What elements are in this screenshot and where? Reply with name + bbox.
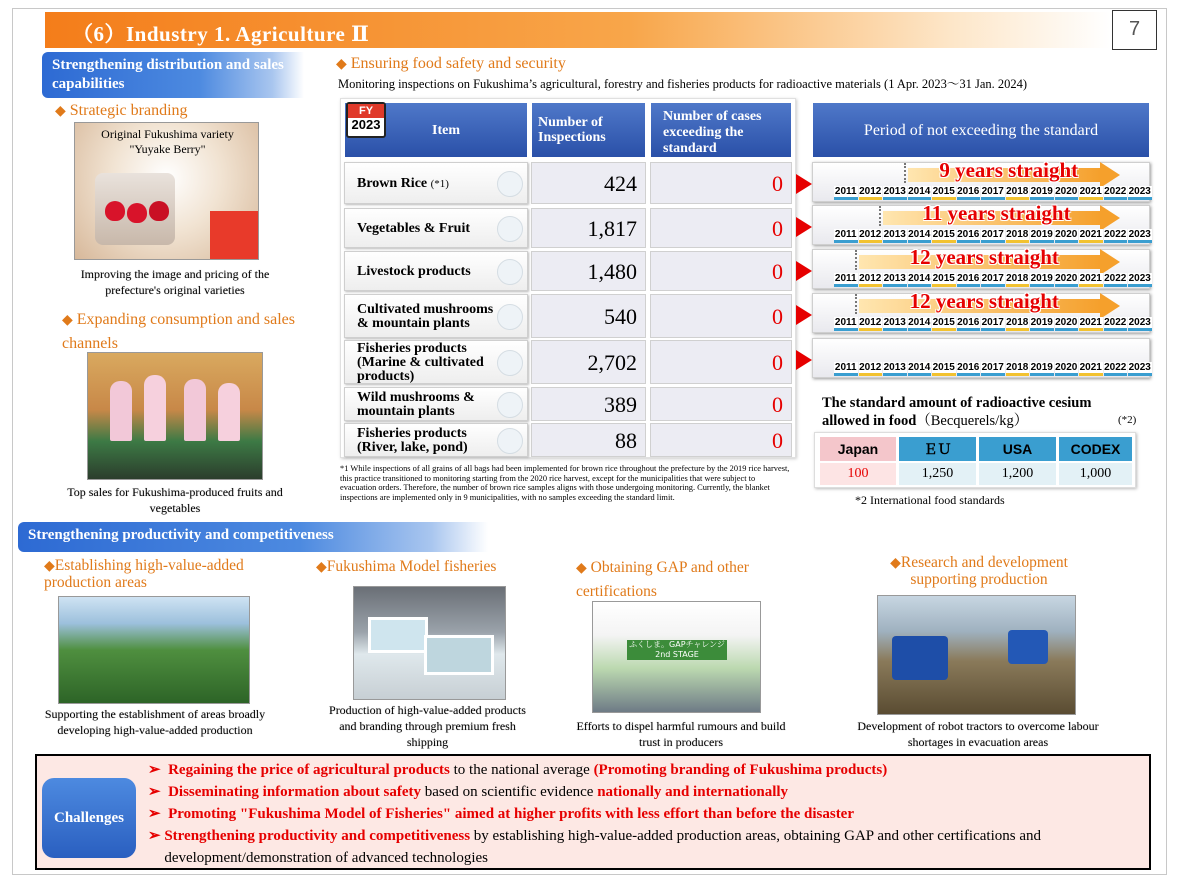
cesium-standard-title: The standard amount of radioactive cesium allowed in food（Becquerels/kg） bbox=[822, 395, 1092, 429]
year-tick: 2012 bbox=[859, 317, 883, 331]
year-tick: 2012 bbox=[859, 229, 883, 243]
strategic-branding-heading: ◆ Strategic branding bbox=[55, 102, 188, 119]
year-tick: 2018 bbox=[1006, 229, 1030, 243]
branding-caption: Improving the image and pricing of the prefecture's original varieties bbox=[80, 267, 270, 297]
top-sales-caption: Top sales for Fukushima-produced fruits and vegetables bbox=[67, 485, 283, 515]
year-tick: 2020 bbox=[1055, 186, 1079, 200]
standard-region: CODEX bbox=[1059, 437, 1132, 461]
year-tick: 2011 bbox=[834, 229, 858, 243]
inspection-count: 88 bbox=[531, 423, 646, 457]
year-tick: 2014 bbox=[908, 229, 932, 243]
diamond-icon: ◆ bbox=[336, 57, 347, 72]
diamond-icon: ◆ bbox=[55, 104, 66, 119]
year-tick: 2014 bbox=[908, 186, 932, 200]
period-label: 12 years straight bbox=[909, 289, 1059, 313]
challenge-item: ➢ Disseminating information about safety based on scientific evidence nationally and internationally bbox=[148, 784, 789, 800]
year-tick: 2021 bbox=[1079, 362, 1103, 376]
exceeding-count: 0 bbox=[650, 423, 792, 457]
year-tick: 2023 bbox=[1128, 362, 1152, 376]
section-distribution-label: Strengthening distribution and sales capabilities bbox=[42, 52, 304, 98]
exceeding-count: 0 bbox=[650, 294, 792, 338]
year-tick: 2016 bbox=[957, 317, 981, 331]
year-tick: 2012 bbox=[859, 273, 883, 287]
prod-item-3-title: ◆ Obtaining GAP and other certifications bbox=[576, 559, 749, 600]
year-tick: 2013 bbox=[883, 273, 907, 287]
prod-item-2-title: ◆Fukushima Model fisheries bbox=[316, 558, 497, 575]
prod-item-4-title: ◆Research and development supporting production bbox=[890, 554, 1068, 588]
table-row bbox=[344, 162, 528, 204]
table-row bbox=[344, 251, 528, 291]
product-illustration-icon bbox=[497, 392, 523, 418]
year-tick: 2019 bbox=[1030, 362, 1054, 376]
period-arrow-head bbox=[1100, 249, 1120, 275]
year-tick: 2020 bbox=[1055, 229, 1079, 243]
exceeding-count: 0 bbox=[650, 162, 792, 204]
tractor-icon bbox=[892, 636, 948, 680]
year-tick: 2015 bbox=[932, 362, 956, 376]
gap-challenge-banner: ふくしま。GAPチャレンジ 2nd STAGE bbox=[627, 640, 727, 660]
food-safety-heading: ◆ Ensuring food safety and security bbox=[336, 55, 566, 72]
inspection-count: 389 bbox=[531, 387, 646, 421]
row-item-label: Vegetables & Fruit bbox=[357, 221, 471, 236]
prod-item-1-caption: Supporting the establishment of areas broadly developing high-value-added production bbox=[44, 707, 266, 737]
year-tick: 2019 bbox=[1030, 186, 1054, 200]
row-item-label: Fisheries products (Marine & cultivated products) bbox=[357, 341, 484, 384]
year-tick: 2021 bbox=[1079, 317, 1103, 331]
year-tick: 2020 bbox=[1055, 317, 1079, 331]
row-item-label: Wild mushrooms & mountain plants bbox=[357, 390, 475, 419]
year-tick: 2015 bbox=[932, 186, 956, 200]
year-timeline bbox=[834, 362, 1152, 376]
berry-brand-card bbox=[210, 211, 258, 259]
standard-value: 1,000 bbox=[1059, 463, 1132, 485]
expanding-consumption-heading: ◆ Expanding consumption and sales channels bbox=[62, 311, 295, 352]
section-productivity-label: Strengthening productivity and competitiveness bbox=[18, 522, 488, 552]
period-arrow-head bbox=[1100, 293, 1120, 319]
year-timeline bbox=[834, 229, 1152, 243]
year-tick: 2022 bbox=[1104, 317, 1128, 331]
monitoring-subtitle: Monitoring inspections on Fukushima’s agricultural, forestry and fisheries products for radioactive materials (1 Apr. 2023〜31 Jan. 2024) bbox=[338, 77, 1028, 91]
year-tick: 2020 bbox=[1055, 273, 1079, 287]
prod-item-2-caption: Production of high-value-added products and branding through premium fresh shipping bbox=[329, 703, 526, 749]
year-tick: 2019 bbox=[1030, 317, 1054, 331]
product-illustration-icon bbox=[497, 259, 523, 285]
greenhouse-photo bbox=[58, 596, 250, 704]
standard-region: Japan bbox=[820, 437, 896, 461]
inspection-count: 1,817 bbox=[531, 208, 646, 248]
year-tick: 2017 bbox=[981, 186, 1005, 200]
year-tick: 2017 bbox=[981, 273, 1005, 287]
year-tick: 2011 bbox=[834, 273, 858, 287]
year-tick: 2023 bbox=[1128, 317, 1152, 331]
inspection-count: 2,702 bbox=[531, 340, 646, 384]
year-tick: 2021 bbox=[1079, 229, 1103, 243]
product-illustration-icon bbox=[497, 171, 523, 197]
table-row bbox=[344, 340, 528, 384]
robot-tractor-photo bbox=[877, 595, 1076, 715]
row-item-label: Livestock products bbox=[357, 264, 471, 279]
diamond-icon: ◆ bbox=[890, 556, 901, 571]
year-tick: 2014 bbox=[908, 273, 932, 287]
standard-value: 1,250 bbox=[899, 463, 976, 485]
row-item-label: Brown Rice (*1) bbox=[357, 176, 449, 191]
year-tick: 2017 bbox=[981, 317, 1005, 331]
year-timeline bbox=[834, 273, 1152, 287]
period-label: 12 years straight bbox=[909, 245, 1059, 269]
year-tick: 2015 bbox=[932, 273, 956, 287]
year-tick: 2019 bbox=[1030, 273, 1054, 287]
table-row bbox=[344, 387, 528, 421]
year-tick: 2017 bbox=[981, 229, 1005, 243]
exceeding-count: 0 bbox=[650, 387, 792, 421]
top-sales-photo bbox=[87, 352, 263, 480]
year-tick: 2020 bbox=[1055, 362, 1079, 376]
col-header-item: Item bbox=[344, 102, 528, 158]
challenge-item: ➢ Regaining the price of agricultural products to the national average (Promoting branding of Fukushima products) bbox=[148, 762, 888, 778]
row-item-label: Fisheries products (River, lake, pond) bbox=[357, 426, 468, 455]
table-row bbox=[344, 423, 528, 457]
inspection-count: 540 bbox=[531, 294, 646, 338]
exceeding-count: 0 bbox=[650, 208, 792, 248]
year-tick: 2011 bbox=[834, 362, 858, 376]
challenges-list bbox=[148, 759, 1138, 869]
standard-value: 1,200 bbox=[979, 463, 1056, 485]
prod-item-1-title: ◆Establishing high-value-added production areas bbox=[44, 557, 244, 591]
year-tick: 2016 bbox=[957, 229, 981, 243]
year-timeline bbox=[834, 317, 1152, 331]
challenge-item: ➢ Promoting "Fukushima Model of Fisheries" aimed at higher profits with less effort than before the disaster bbox=[148, 806, 854, 822]
year-tick: 2023 bbox=[1128, 186, 1152, 200]
page-title: （6）Industry 1. Agriculture Ⅱ bbox=[72, 22, 370, 46]
diamond-icon: ◆ bbox=[62, 313, 73, 328]
period-label: 11 years straight bbox=[922, 201, 1071, 225]
year-tick: 2011 bbox=[834, 317, 858, 331]
period-arrow-head bbox=[1100, 162, 1120, 188]
year-tick: 2022 bbox=[1104, 186, 1128, 200]
product-illustration-icon bbox=[497, 216, 523, 242]
period-arrow-head bbox=[1100, 205, 1120, 231]
year-tick: 2011 bbox=[834, 186, 858, 200]
year-tick: 2013 bbox=[883, 317, 907, 331]
diamond-icon: ◆ bbox=[576, 561, 587, 576]
year-tick: 2013 bbox=[883, 362, 907, 376]
prod-item-3-caption: Efforts to dispel harmful rumours and build trust in producers bbox=[576, 719, 786, 749]
diamond-icon: ◆ bbox=[316, 560, 327, 575]
standard-value: 100 bbox=[820, 463, 896, 485]
year-tick: 2021 bbox=[1079, 273, 1103, 287]
col-header-exceeding: Number of cases exceeding the standard bbox=[650, 102, 792, 158]
year-tick: 2018 bbox=[1006, 317, 1030, 331]
fy-calendar-icon: FY 2023 bbox=[346, 102, 386, 138]
year-timeline bbox=[834, 186, 1152, 200]
year-tick: 2016 bbox=[957, 186, 981, 200]
standard-region: USA bbox=[979, 437, 1056, 461]
yuyake-berry-photo bbox=[74, 122, 259, 260]
year-tick: 2012 bbox=[859, 186, 883, 200]
year-tick: 2014 bbox=[908, 317, 932, 331]
challenge-item: ➢ Strengthening productivity and competitiveness by establishing high-value-added production areas, obtaining GAP and other certifications and development/demonstration of advanced technologies bbox=[148, 828, 1041, 866]
product-illustration-icon bbox=[497, 304, 523, 330]
year-tick: 2012 bbox=[859, 362, 883, 376]
footnote-international: *2 International food standards bbox=[855, 493, 1005, 507]
year-tick: 2016 bbox=[957, 273, 981, 287]
prod-item-4-caption: Development of robot tractors to overcome labour shortages in evacuation areas bbox=[857, 719, 1099, 749]
product-illustration-icon bbox=[497, 428, 523, 454]
page-number: 7 bbox=[1112, 10, 1157, 50]
product-illustration-icon bbox=[497, 350, 523, 376]
fisheries-photo bbox=[353, 586, 506, 700]
inspection-count: 1,480 bbox=[531, 251, 646, 291]
year-tick: 2023 bbox=[1128, 273, 1152, 287]
year-tick: 2014 bbox=[908, 362, 932, 376]
col-header-period: Period of not exceeding the standard bbox=[812, 102, 1150, 158]
exceeding-count: 0 bbox=[650, 251, 792, 291]
diamond-icon: ◆ bbox=[44, 559, 55, 574]
year-tick: 2016 bbox=[957, 362, 981, 376]
year-tick: 2018 bbox=[1006, 362, 1030, 376]
inspection-count: 424 bbox=[531, 162, 646, 204]
exceeding-count: 0 bbox=[650, 340, 792, 384]
period-label: 9 years straight bbox=[939, 158, 1079, 182]
year-tick: 2023 bbox=[1128, 229, 1152, 243]
footnote-brown-rice: *1 While inspections of all grains of all bags had been implemented for brown rice throughout the prefecture by the 2019 rice harvest, this practice transitioned to monitoring starting from the 2020 rice harvest, except for the municipalities that were subject to evacuation orders. Therefore, the number of brown rice samples aligns with those undergoing monitoring. Currently, the blanket inspections are implemented only in 9 municipalities, with no samples exceeding the standard limit. bbox=[340, 464, 790, 502]
year-tick: 2018 bbox=[1006, 273, 1030, 287]
standard-note: (*2) bbox=[1118, 414, 1137, 426]
table-row bbox=[344, 294, 528, 338]
year-tick: 2015 bbox=[932, 229, 956, 243]
challenges-label: Challenges bbox=[42, 778, 136, 858]
year-tick: 2022 bbox=[1104, 273, 1128, 287]
year-tick: 2013 bbox=[883, 186, 907, 200]
strawberry-icon bbox=[105, 201, 125, 221]
year-tick: 2021 bbox=[1079, 186, 1103, 200]
berry-photo-caption: Original Fukushima variety "Yuyake Berry" bbox=[101, 127, 234, 156]
gap-event-photo bbox=[592, 601, 761, 713]
year-tick: 2018 bbox=[1006, 186, 1030, 200]
year-tick: 2015 bbox=[932, 317, 956, 331]
year-tick: 2022 bbox=[1104, 229, 1128, 243]
year-tick: 2017 bbox=[981, 362, 1005, 376]
year-tick: 2019 bbox=[1030, 229, 1054, 243]
year-tick: 2013 bbox=[883, 229, 907, 243]
row-item-label: Cultivated mushrooms & mountain plants bbox=[357, 302, 494, 331]
year-tick: 2022 bbox=[1104, 362, 1128, 376]
col-header-inspections: Number of Inspections bbox=[531, 102, 646, 158]
standard-region: ＥＵ bbox=[899, 437, 976, 461]
table-row bbox=[344, 208, 528, 248]
